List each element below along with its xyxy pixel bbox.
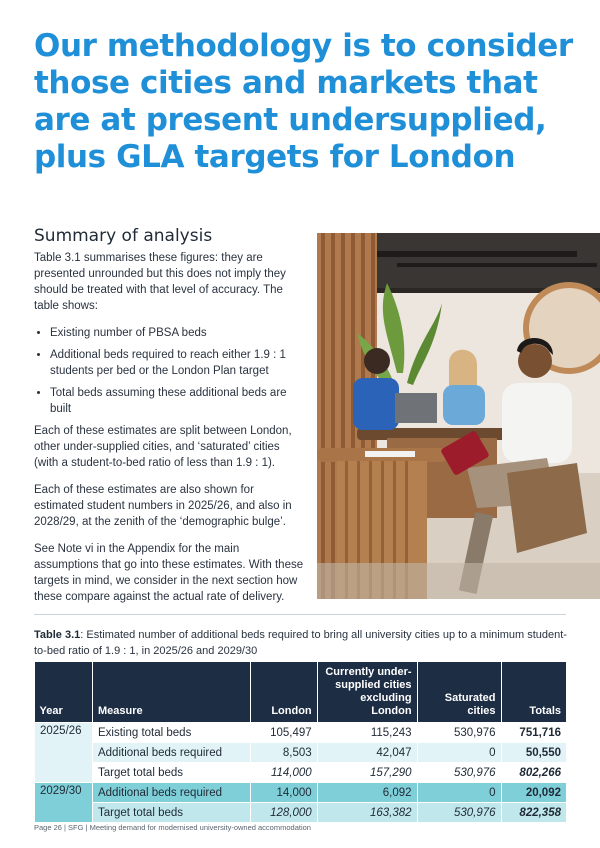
measure-cell: Additional beds required xyxy=(92,743,250,763)
total-cell: 822,358 xyxy=(501,803,566,823)
beds-table xyxy=(34,662,566,822)
total-cell: 802,266 xyxy=(501,763,566,783)
saturated-cell: 0 xyxy=(417,743,501,763)
body-paragraph: Each of these estimates are split between London, other under-supplied cities, and ‘saturated’ cities (with a student-to-bed ratio of less than 1.9 : 1). xyxy=(34,425,292,469)
under-supplied-cell: 157,290 xyxy=(317,763,417,783)
students-photo xyxy=(317,233,600,599)
table-row xyxy=(35,763,567,783)
body-paragraph: See Note vi in the Appendix for the main assumptions that go into these estimates. With these targets in mind, we consider in the next section how these compare against the actual rate of delivery. xyxy=(34,543,304,603)
saturated-cell: 530,976 xyxy=(417,803,501,823)
headline-line: Our methodology is to consider xyxy=(34,28,573,64)
saturated-cell: 530,976 xyxy=(417,723,501,743)
london-cell: 128,000 xyxy=(250,803,317,823)
bullet-item: • Total beds assuming these additional beds are built xyxy=(50,385,306,417)
london-cell: 105,497 xyxy=(250,723,317,743)
col-header-under-supplied: Currently under-supplied cities excluding London xyxy=(317,662,417,723)
table-row xyxy=(35,743,567,763)
col-header-totals: Totals xyxy=(501,662,566,723)
col-header-saturated: Saturated cities xyxy=(417,662,501,723)
table-header-row xyxy=(35,662,567,723)
page-headline xyxy=(34,28,574,176)
table-row xyxy=(35,783,567,803)
section-divider xyxy=(34,614,566,615)
headline-line: those cities and markets that xyxy=(34,65,538,101)
section-heading: Summary of analysis xyxy=(34,226,213,246)
bullet-item: • Additional beds required to reach either 1.9 : 1 students per bed or the London Plan target xyxy=(50,347,306,379)
summary-body xyxy=(34,250,306,616)
table-caption-label: Table 3.1 xyxy=(34,629,81,641)
col-header-measure: Measure xyxy=(92,662,250,723)
body-paragraph: Each of these estimates are also shown for estimated student numbers in 2025/26, and also in 2028/29, at the zenith of the ‘demographic bulge’. xyxy=(34,484,292,528)
under-supplied-cell: 42,047 xyxy=(317,743,417,763)
under-supplied-cell: 163,382 xyxy=(317,803,417,823)
table-row xyxy=(35,723,567,743)
london-cell: 14,000 xyxy=(250,783,317,803)
bullet-list xyxy=(34,325,306,417)
saturated-cell: 0 xyxy=(417,783,501,803)
page-footer: Page 26 | SFG | Meeting demand for modernised university-owned accommodation xyxy=(34,823,311,832)
intro-paragraph: Table 3.1 summarises these figures: they are presented unrounded but this does not imply they should be treated with that level of accuracy. The table shows: xyxy=(34,252,286,312)
total-cell: 20,092 xyxy=(501,783,566,803)
col-header-year: Year xyxy=(35,662,93,723)
measure-cell: Existing total beds xyxy=(92,723,250,743)
year-cell: 2029/30 xyxy=(35,783,93,823)
measure-cell: Target total beds xyxy=(92,763,250,783)
measure-cell: Target total beds xyxy=(92,803,250,823)
headline-line: plus GLA targets for London xyxy=(34,139,516,175)
table-row xyxy=(35,803,567,823)
year-cell: 2025/26 xyxy=(35,723,93,783)
saturated-cell: 530,976 xyxy=(417,763,501,783)
under-supplied-cell: 6,092 xyxy=(317,783,417,803)
table-caption-text: : Estimated number of additional beds required to bring all university cities up to a minimum student-to-bed ratio of 1.9 : 1, in 2025/26 and 2029/30 xyxy=(34,629,567,657)
total-cell: 50,550 xyxy=(501,743,566,763)
london-cell: 114,000 xyxy=(250,763,317,783)
measure-cell: Additional beds required xyxy=(92,783,250,803)
total-cell: 751,716 xyxy=(501,723,566,743)
bullet-item: • Existing number of PBSA beds xyxy=(50,325,306,341)
col-header-london: London xyxy=(250,662,317,723)
table-caption xyxy=(34,627,574,659)
under-supplied-cell: 115,243 xyxy=(317,723,417,743)
headline-line: are at present undersupplied, xyxy=(34,102,547,138)
london-cell: 8,503 xyxy=(250,743,317,763)
